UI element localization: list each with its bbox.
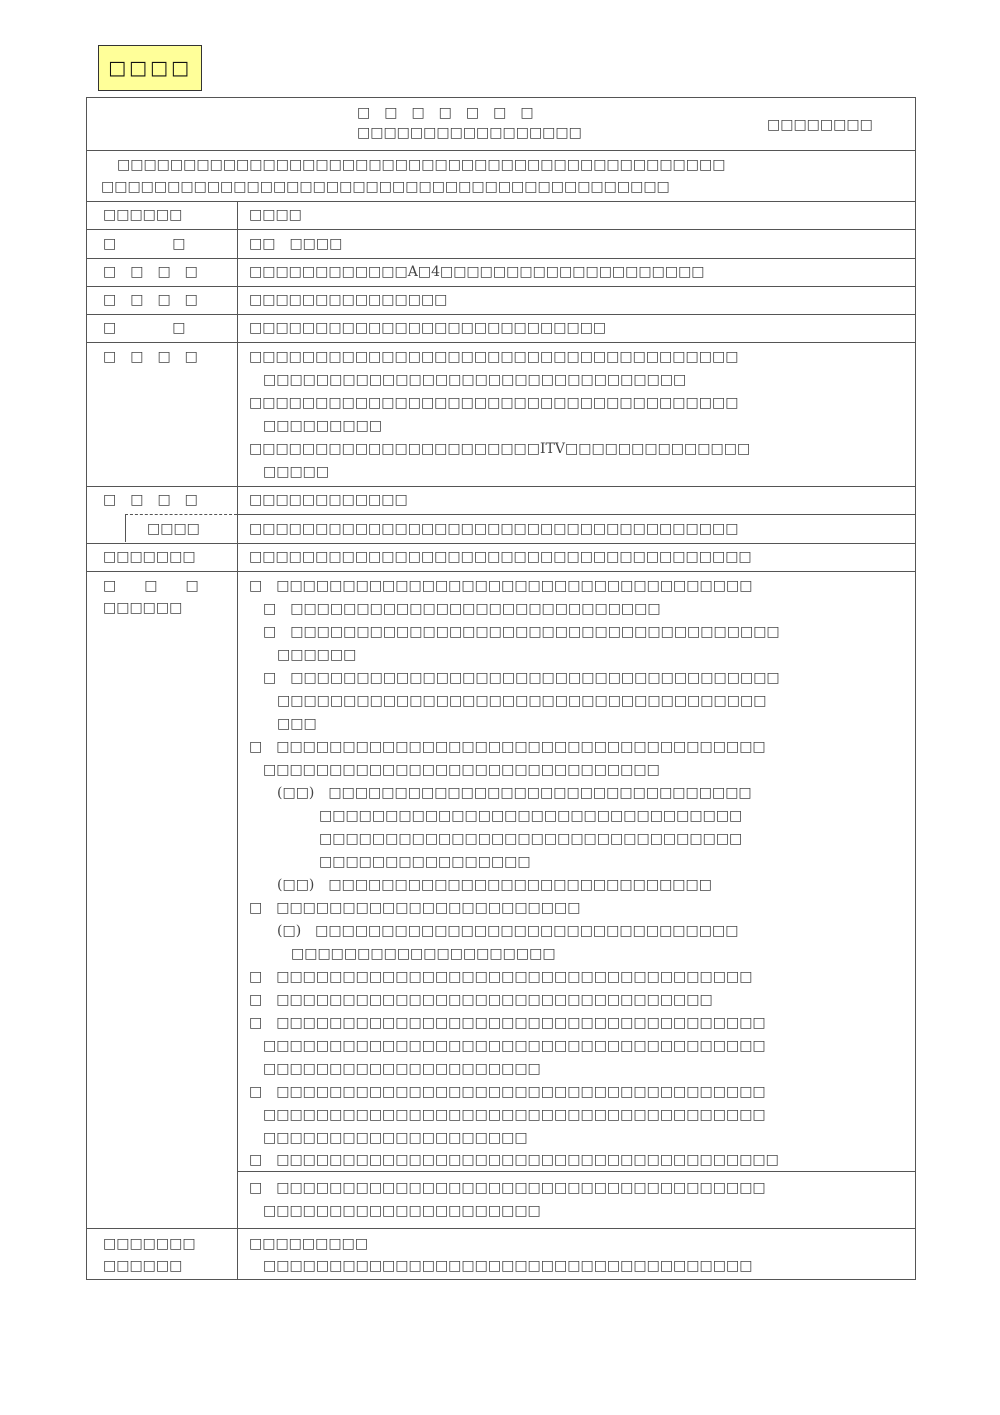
- section-line: □ □□□□□□□□□□□□□□□□□□□□□□□□□□□□□□□□□□□□: [249, 969, 753, 985]
- row-label: □ □ □ □: [103, 264, 198, 280]
- divider: [87, 543, 915, 544]
- divider: [87, 201, 915, 202]
- section-line: □□□□□□□□□□□□□□□□: [249, 854, 531, 870]
- section-line: □ □□□□□□□□□□□□□□□□□□□□□□□□□□□□□□□□□□□□□: [249, 1015, 766, 1031]
- row-label: □□□□□□: [103, 207, 183, 223]
- section-label: □ □ □: [103, 578, 199, 594]
- divider: [87, 229, 915, 230]
- section-line: □□□□□□□□□□□□□□□□□□□□□□□□□□□□□□□□: [249, 808, 743, 824]
- sub-row-indent: [125, 514, 126, 542]
- divider: [87, 1228, 915, 1229]
- row-label: □ □: [103, 236, 186, 252]
- divider: [237, 514, 915, 515]
- section-line: (□□) □□□□□□□□□□□□□□□□□□□□□□□□□□□□□□□□: [249, 785, 752, 801]
- column-divider: [237, 201, 238, 1279]
- section-line: □ □□□□□□□□□□□□□□□□□□□□□□□□□□□□□□□□□□□□□: [249, 739, 766, 755]
- section-line: (□) □□□□□□□□□□□□□□□□□□□□□□□□□□□□□□□□: [249, 923, 739, 939]
- row-value-line: □□□□□□□□□□□□□□□□□□□□□□ITV□□□□□□□□□□□□□□: [249, 441, 751, 457]
- sub-row-label: □□□□: [147, 521, 200, 537]
- divider: [87, 150, 915, 151]
- row-value: □□ □□□□: [249, 236, 343, 252]
- row-label: □ □ □ □: [103, 492, 198, 508]
- section-line: □ □□□□□□□□□□□□□□□□□□□□□□□□□□□□□□□□□□□□□: [249, 670, 780, 686]
- section-line: □ □□□□□□□□□□□□□□□□□□□□□□□□□□□□□□□□□□□□: [249, 578, 753, 594]
- row-value: □□□□□□□□□□□□: [249, 492, 408, 508]
- row-value: □□□□□□□□□□□□□□□□□□□□□□□□□□□□□□□□□□□□□: [249, 521, 739, 537]
- section-line: □□□□□□□□□□□□□□□□□□□□: [249, 946, 556, 962]
- section-line: □ □□□□□□□□□□□□□□□□□□□□□□□□□□□□□□□□□□□□□: [249, 1084, 766, 1100]
- section-sub-line: □□□□□□□□□□□□□□□□□□□□□: [249, 1203, 541, 1219]
- row-value-line: □□□□□□□□□□□□□□□□□□□□□□□□□□□□□□□□□□□□□: [249, 349, 739, 365]
- section-line: □ □□□□□□□□□□□□□□□□□□□□□□□□□□□□□□□□□□□□□: [249, 624, 780, 640]
- section-line: □□□□□□□□□□□□□□□□□□□□□□□□□□□□□□□□□□□□□□: [249, 1107, 766, 1123]
- section-line: □□□□□□□□□□□□□□□□□□□□□: [249, 1061, 541, 1077]
- row-label: □ □ □ □: [103, 292, 198, 308]
- row-value: □□□□□□□□□□□□□□□□□□□□□□□□□□□: [249, 320, 607, 336]
- row-label: □□□□□□□: [103, 549, 196, 565]
- row-value-line: □□□□□□□□□□□□□□□□□□□□□□□□□□□□□□□□□□□□□: [249, 1258, 753, 1274]
- section-sub-line: □ □□□□□□□□□□□□□□□□□□□□□□□□□□□□□□□□□□□□□: [249, 1180, 766, 1196]
- row-label: □ □: [103, 320, 186, 336]
- divider: [87, 314, 915, 315]
- section-line: □ □□□□□□□□□□□□□□□□□□□□□□□: [249, 900, 581, 916]
- section-line: □ □□□□□□□□□□□□□□□□□□□□□□□□□□□□□□□□□: [249, 992, 713, 1008]
- divider: [87, 486, 915, 487]
- row-value: □□□□: [249, 207, 302, 223]
- row-label: □ □ □ □: [103, 349, 198, 365]
- divider: [237, 1171, 915, 1172]
- row-value: □□□□□□□□□□□□□□□□□□□□□□□□□□□□□□□□□□□□□□: [249, 549, 752, 565]
- row-label: □□□□□□□: [103, 1236, 196, 1252]
- divider: [87, 258, 915, 259]
- row-value-line: □□□□□□□□□: [249, 1236, 369, 1252]
- section-line: □□□□□□□□□□□□□□□□□□□□: [249, 1130, 528, 1146]
- section-line: □□□□□□□□□□□□□□□□□□□□□□□□□□□□□□□□□□□□□: [249, 693, 767, 709]
- section-line: (□□) □□□□□□□□□□□□□□□□□□□□□□□□□□□□□: [249, 877, 712, 893]
- divider: [87, 571, 915, 572]
- form-subtitle: □□□□□□□□□□□□□□□□□: [357, 125, 582, 141]
- section-line: □□□□□□: [249, 647, 357, 663]
- section-line: □□□□□□□□□□□□□□□□□□□□□□□□□□□□□□□□: [249, 831, 743, 847]
- dashed-divider: [125, 514, 237, 515]
- document-tag-badge: □□□□: [98, 45, 202, 91]
- section-line: □□□□□□□□□□□□□□□□□□□□□□□□□□□□□□□□□□□□□□: [249, 1038, 766, 1054]
- divider: [87, 286, 915, 287]
- row-value-line: □□□□□□□□□□□□□□□□□□□□□□□□□□□□□□□□□□□□□: [249, 395, 739, 411]
- intro-line: □□□□□□□□□□□□□□□□□□□□□□□□□□□□□□□□□□□□□□□□□□□□□□: [117, 157, 726, 173]
- row-value: □□□□□□□□□□□□□□□: [249, 292, 448, 308]
- row-label: □□□□□□: [103, 1258, 183, 1274]
- section-line: □□□: [249, 716, 317, 732]
- divider: [87, 342, 915, 343]
- form-title: □ □ □ □ □ □ □: [357, 105, 534, 121]
- section-line: □□□□□□□□□□□□□□□□□□□□□□□□□□□□□□: [249, 762, 660, 778]
- row-value-line: □□□□□: [249, 464, 330, 480]
- row-value-line: □□□□□□□□□□□□□□□□□□□□□□□□□□□□□□□□: [249, 372, 687, 388]
- row-value-line: □□□□□□□□□: [249, 418, 383, 434]
- form-reference: □□□□□□□□: [767, 117, 873, 133]
- form-table: [86, 97, 916, 1280]
- intro-line: □□□□□□□□□□□□□□□□□□□□□□□□□□□□□□□□□□□□□□□□□□□: [101, 179, 670, 195]
- section-line: □ □□□□□□□□□□□□□□□□□□□□□□□□□□□□: [249, 601, 661, 617]
- row-value: □□□□□□□□□□□□A□4□□□□□□□□□□□□□□□□□□□□: [249, 264, 705, 280]
- section-label: □□□□□□: [103, 600, 183, 616]
- section-line: □ □□□□□□□□□□□□□□□□□□□□□□□□□□□□□□□□□□□□□□: [249, 1152, 779, 1168]
